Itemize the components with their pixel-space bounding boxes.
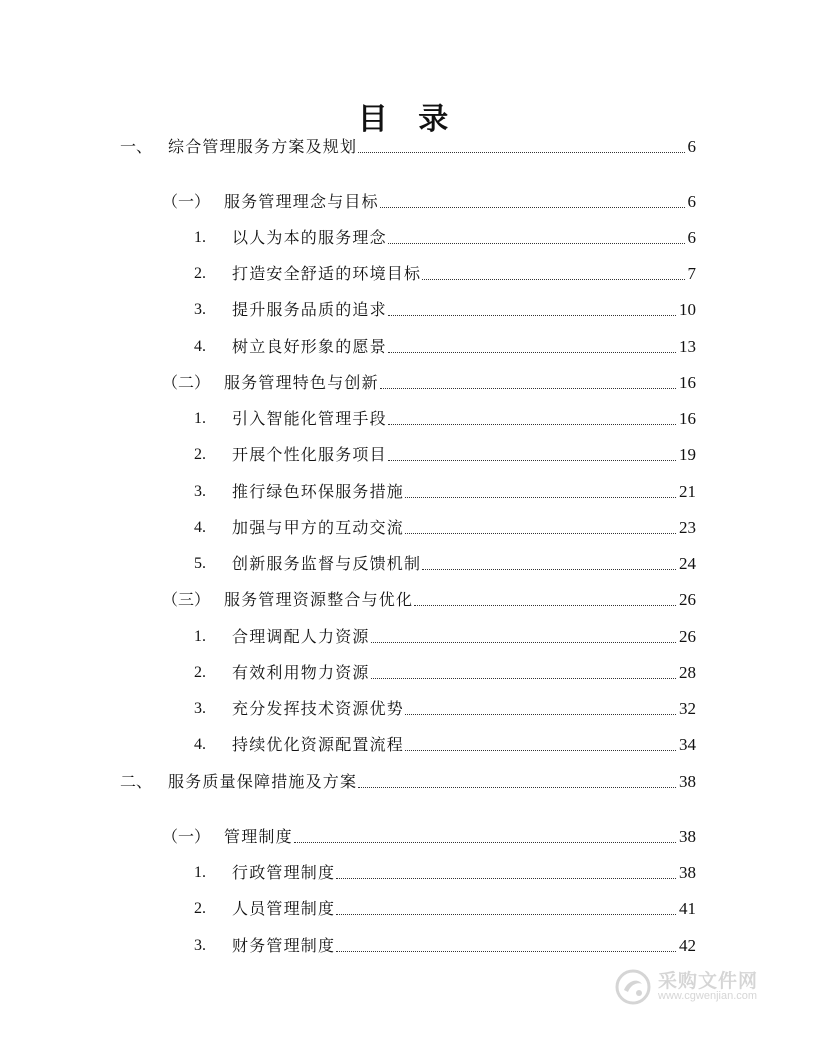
dot-leader xyxy=(336,951,676,952)
toc-entry-page: 41 xyxy=(679,899,696,918)
toc-entry-text: 行政管理制度 xyxy=(232,863,336,882)
toc-entry-page: 19 xyxy=(679,445,696,464)
toc-entry[interactable] xyxy=(194,698,696,720)
toc-entry-page: 23 xyxy=(679,518,696,537)
toc-entry-page: 38 xyxy=(679,863,696,882)
toc-entry-page: 24 xyxy=(679,554,696,573)
toc-entry-page: 38 xyxy=(679,827,696,846)
toc-entry-number: 4. xyxy=(194,519,206,536)
toc-entry-text: 以人为本的服务理念 xyxy=(232,228,387,247)
toc-entry-page: 38 xyxy=(679,772,696,791)
dot-leader xyxy=(388,424,676,425)
toc-entry-page: 42 xyxy=(679,936,696,955)
toc-entry-text: 持续优化资源配置流程 xyxy=(232,735,405,754)
toc-entry-page: 10 xyxy=(679,300,696,319)
toc-entry[interactable] xyxy=(194,626,696,648)
toc-entry-number: （一） xyxy=(162,827,211,846)
toc-entry-text: 充分发挥技术资源优势 xyxy=(232,699,405,718)
toc-entry-text: 有效利用物力资源 xyxy=(232,663,370,682)
toc-entry-page: 7 xyxy=(687,264,696,283)
toc-entry-number: 2. xyxy=(194,446,206,463)
toc-entry[interactable] xyxy=(120,771,696,793)
toc-entry-number: 5. xyxy=(194,555,206,572)
dot-leader xyxy=(371,678,676,679)
dot-leader xyxy=(414,605,676,606)
toc-entry-page: 21 xyxy=(679,482,696,501)
dot-leader xyxy=(388,460,676,461)
toc-entry-number: 2. xyxy=(194,900,206,917)
toc-entry[interactable] xyxy=(194,862,696,884)
toc-entry-text: 推行绿色环保服务措施 xyxy=(232,482,405,501)
toc-entry-number: 3. xyxy=(194,483,206,500)
dot-leader xyxy=(371,642,676,643)
dot-leader xyxy=(336,878,676,879)
toc-entry-number: 1. xyxy=(194,628,206,645)
dot-leader xyxy=(388,315,676,316)
toc-entry-text: 树立良好形象的愿景 xyxy=(232,337,387,356)
toc-entry-number: 2. xyxy=(194,265,206,282)
dot-leader xyxy=(405,750,676,751)
dot-leader xyxy=(422,279,684,280)
watermark xyxy=(614,966,774,1010)
toc-entry[interactable] xyxy=(194,517,696,539)
toc-entry-number: 3. xyxy=(194,700,206,717)
dot-leader xyxy=(388,243,685,244)
toc-entry[interactable] xyxy=(194,444,696,466)
dot-leader xyxy=(380,388,676,389)
toc-entry-number: （二） xyxy=(162,373,211,392)
toc-entry-page: 13 xyxy=(679,337,696,356)
dot-leader xyxy=(358,152,684,153)
toc-entry-text: 服务管理理念与目标 xyxy=(224,192,379,211)
toc-entry[interactable] xyxy=(194,481,696,503)
dot-leader xyxy=(388,352,676,353)
page-title: 目 录 xyxy=(357,102,459,137)
toc-entry-page: 32 xyxy=(679,699,696,718)
dot-leader xyxy=(358,787,676,788)
watermark-url: www.cgwenjian.com xyxy=(658,990,758,1002)
toc-entry-text: 打造安全舒适的环境目标 xyxy=(232,264,422,283)
toc-entry[interactable] xyxy=(194,263,696,285)
toc-entry-page: 6 xyxy=(687,137,696,156)
toc-entry-number: 2. xyxy=(194,664,206,681)
toc-entry-text: 综合管理服务方案及规划 xyxy=(168,137,358,156)
toc-entry-text: 财务管理制度 xyxy=(232,936,336,955)
toc-entry-text: 创新服务监督与反馈机制 xyxy=(232,554,422,573)
toc-entry[interactable] xyxy=(120,136,696,158)
toc-entry-text: 服务质量保障措施及方案 xyxy=(168,772,358,791)
watermark-name: 采购文件网 xyxy=(658,970,759,992)
toc-entry-number: 3. xyxy=(194,937,206,954)
toc-entry-number: 3. xyxy=(194,301,206,318)
cgwenjian-logo-icon xyxy=(614,968,652,1006)
toc-entry[interactable] xyxy=(162,372,696,394)
toc-entry-page: 28 xyxy=(679,663,696,682)
toc-entry[interactable] xyxy=(194,299,696,321)
toc-entry-number: （一） xyxy=(162,192,211,211)
toc-entry-number: 1. xyxy=(194,410,206,427)
dot-leader xyxy=(294,842,676,843)
dot-leader xyxy=(405,533,676,534)
toc-entry-page: 16 xyxy=(679,373,696,392)
toc-entry-page: 26 xyxy=(679,590,696,609)
toc-entry-page: 34 xyxy=(679,735,696,754)
dot-leader xyxy=(405,714,676,715)
toc-entry-text: 合理调配人力资源 xyxy=(232,627,370,646)
toc-entry[interactable] xyxy=(162,191,696,213)
toc-entry-text: 提升服务品质的追求 xyxy=(232,300,387,319)
toc-entry[interactable] xyxy=(194,553,696,575)
toc-entry-number: 一、 xyxy=(120,137,153,156)
toc-entry-text: 加强与甲方的互动交流 xyxy=(232,518,405,537)
toc-entry[interactable] xyxy=(194,935,696,957)
toc-entry-page: 16 xyxy=(679,409,696,428)
dot-leader xyxy=(380,207,685,208)
dot-leader xyxy=(405,497,676,498)
toc-entry-text: 引入智能化管理手段 xyxy=(232,409,387,428)
toc-entry-page: 6 xyxy=(687,192,696,211)
toc-entry[interactable] xyxy=(194,336,696,358)
dot-leader xyxy=(336,914,676,915)
dot-leader xyxy=(422,569,676,570)
toc-entry-number: （三） xyxy=(162,590,211,609)
toc-entry-text: 服务管理特色与创新 xyxy=(224,373,379,392)
toc-entry-text: 管理制度 xyxy=(224,827,293,846)
toc-entry-text: 人员管理制度 xyxy=(232,899,336,918)
toc-entry[interactable] xyxy=(162,826,696,848)
toc-entry-text: 服务管理资源整合与优化 xyxy=(224,590,414,609)
toc-entry[interactable] xyxy=(194,662,696,684)
toc-entry-number: 1. xyxy=(194,864,206,881)
toc-entry-page: 6 xyxy=(687,228,696,247)
toc-entry-text: 开展个性化服务项目 xyxy=(232,445,387,464)
toc-entry[interactable] xyxy=(194,408,696,430)
toc-entry[interactable] xyxy=(194,227,696,249)
toc-entry[interactable] xyxy=(194,734,696,756)
toc-entry[interactable] xyxy=(162,589,696,611)
toc-entry-page: 26 xyxy=(679,627,696,646)
toc-entry-number: 4. xyxy=(194,338,206,355)
toc-entry-number: 1. xyxy=(194,229,206,246)
toc-entry-number: 二、 xyxy=(120,772,153,791)
toc-entry[interactable] xyxy=(194,898,696,920)
toc-entry-number: 4. xyxy=(194,736,206,753)
